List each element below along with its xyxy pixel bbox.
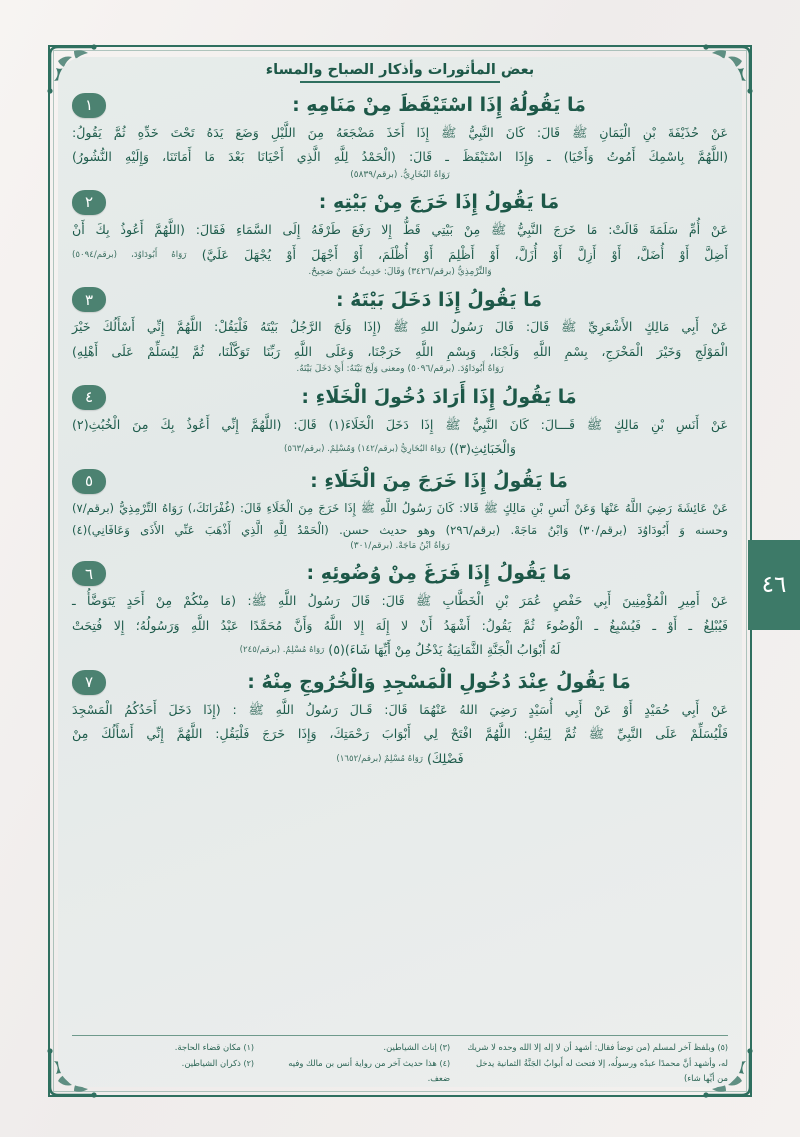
section-body-line: عَنْ حُذَيْفَةَ بْنِ الْيَمَانِ ﷺ قَالَ: كَانَ النَّبِيُّ ﷺ إِذَا أَخَذَ مَضْجَعَهُ مِنَ اللَّيْلِ وَضَعَ يَدَهُ تَحْتَ خَدِّهِ ثُمَّ يَقُولُ: — [72, 124, 728, 140]
section-body-line: عَنْ عَائِشَةَ رَضِيَ اللَّهُ عَنْهَا وَعَنْ أَنَسِ بْنِ مَالِكٍ ﷺ قَالا: كَانَ رَسُولُ اللَّهِ ﷺ إِذَا خَرَجَ مِنَ الْخَلَاءِ قَالَ: (غُفْرَانَكَ،) رَوَاهُ التِّرْمِذِيُّ (برقم/٧) — [72, 500, 728, 515]
footnote-number: (٤) — [439, 1058, 451, 1068]
footnote-number: (١) — [243, 1042, 255, 1052]
inline-reference: رَوَاهُ مُسْلِمٌ. (برقم/٢٤٥) — [239, 645, 325, 656]
body-text-part: وَالْخَبَائِثِ(٣)) — [449, 441, 516, 457]
section-header — [72, 385, 728, 410]
section-number-badge: ٥ — [72, 469, 106, 494]
section-header — [72, 469, 728, 494]
section-header — [72, 670, 728, 695]
footnote-item — [72, 1040, 254, 1056]
page-number-tab — [748, 540, 800, 630]
footnote-text: مكان قضاء الحاجة. — [174, 1041, 241, 1052]
section-number-badge: ٢ — [72, 190, 106, 215]
section-body-line: عَنْ أُمِّ سَلَمَةَ قَالَتْ: مَا خَرَجَ النَّبِيُّ ﷺ مِنْ بَيْتِي قَطُّ إِلا رَفَعَ طَرْفَهُ إِلَى السَّمَاءِ فَقَالَ: (اللَّهُمَّ أَعُوذُ بِكَ أَنْ — [72, 221, 728, 237]
section-body-line — [72, 243, 728, 268]
section-title: مَا يَقُولُهُ إِذَا اسْتَيْقَظَ مِنْ مَنَامِهِ : — [292, 93, 586, 116]
footnote-item — [268, 1040, 450, 1056]
section-body-line: فَيُبْلِغُ ـ أَوْ ـ فَيُسْبِغُ ـ الْوُضُوءَ ثُمَّ يَقُولُ: أَشْهَدُ أَنْ لا إِلَهَ إِلا اللَّهُ وَأَنَّ مُحَمَّدًا عَبْدُ اللَّهِ وَرَسُولُهُ؛ إِلا فُتِحَتْ — [72, 617, 728, 633]
section-2 — [72, 190, 728, 280]
section-body-line: فَلْيُسَلِّمْ عَلَى النَّبِيِّ ﷺ ثُمَّ لِيَقُلِ: اللَّهُمَّ افْتَحْ لِي أَبْوَابَ رَحْمَتِكَ، وَإِذَا خَرَجَ فَلْيَقُلِ: اللَّهُمَّ إِنِّي أَسْأَلُكَ مِنْ — [72, 726, 728, 742]
footnote-text: وبلفظ آخر لمسلم (من توضأ فقال: أشهد أن لا إله إلا الله وحده لا شريك له، وأشهد أنَّ محمدًا عبدُه ورسولُه، إلا فتحت له أَبوابُ الجَنَّةُ الثمانية يدخل من أيِّها شاء) — [467, 1041, 728, 1084]
section-body-line: عَنْ أَنَسِ بْنِ مَالِكٍ ﷺ قَـــالَ: كَانَ النَّبِيُّ ﷺ إِذَا دَخَلَ الْخَلَاءَ(١) قَالَ: (اللَّهُمَّ إِنِّي أَعُوذُ بِكَ مِنَ الْخُبُثِ(٢) — [72, 416, 728, 432]
section-title: مَا يَقُولُ إِذَا خَرَجَ مِنَ الْخَلَاءِ : — [310, 470, 568, 493]
section-body-line — [72, 747, 728, 772]
section-1 — [72, 93, 728, 183]
section-header — [72, 561, 728, 586]
section-body-line: عَنْ أَبِي حُمَيْدٍ أَوْ عَنْ أَبِي أُسَيْدٍ رَضِيَ اللهُ عَنْهُمَا قَالَ: قَـالَ رَسُولُ اللَّهِ ﷺ : (إِذَا دَخَلَ أَحَدُكُمُ الْمَسْجِدَ — [72, 701, 728, 717]
footnote-item — [268, 1056, 450, 1087]
section-number-badge: ١ — [72, 93, 106, 118]
footnote-column-left — [464, 1040, 728, 1087]
section-body-line — [72, 437, 728, 462]
section-header — [72, 93, 728, 118]
section-attribution: رَوَاهُ أَبُودَاوُدَ. (برقم/٥٠٩٦) ومعنى وَلَجَ بَيْتَهُ: أَيْ دَخَلَ بَيْتَهُ. — [296, 364, 504, 375]
section-body-line: عَنْ أَبِي مَالِكٍ الأَشْعَرِيِّ ﷺ قَالَ: قَالَ رَسُولُ اللهِ ﷺ (إِذَا وَلَجَ الرَّجُلُ بَيْتَهُ فَلْيَقُلْ: اللَّهُمَّ إِنِّي أَسْأَلُكَ خَيْرَ — [72, 319, 728, 335]
section-body-line: عَنْ أَمِيرِ الْمُؤْمِنِينَ أَبِي حَفْصٍ عُمَرَ بْنِ الْخَطَّابِ ﷺ قَالَ: قَالَ رَسُولُ اللَّهِ ﷺ: (مَا مِنْكُمْ مِنْ أَحَدٍ يَتَوَضَّأُ ـ — [72, 593, 728, 609]
footnote-column-middle — [268, 1040, 450, 1087]
inline-reference: رَوَاهُ مُسْلِمٌ (برقم/١٦٥٢) — [336, 754, 423, 765]
footnote-number: (٥) — [717, 1042, 728, 1052]
section-title: مَا يَقُولُ إِذَا دَخَلَ بَيْتَهُ : — [335, 288, 543, 311]
body-text-part: فَضْلِكَ) — [426, 750, 464, 766]
footnote-item — [464, 1040, 728, 1087]
section-attribution: رَوَاهُ ابْنُ مَاجَهْ. (برقم/٣٠١) — [350, 540, 450, 551]
page-content — [72, 62, 728, 1071]
section-number-badge: ٣ — [72, 287, 106, 312]
section-title: مَا يَقُولُ إِذَا خَرَجَ مِنْ بَيْتِهِ : — [318, 191, 560, 214]
section-body-line: (اللَّهُمَّ بِاسْمِكَ أَمُوتُ وَأَحْيَا) ـ وَإِذَا اسْتَيْقَظَ ـ قَالَ: (الْحَمْدُ لِلَّهِ الَّذِي أَحْيَانَا بَعْدَ مَا أَمَاتَنَا، وَإِلَيْهِ النُّشُورُ) — [72, 149, 728, 165]
section-number-badge: ٦ — [72, 561, 106, 586]
section-header — [72, 287, 728, 312]
footnotes-area — [72, 1035, 728, 1087]
section-3 — [72, 287, 728, 377]
section-title: مَا يَقُولُ إِذَا أَرَادَ دُخُولَ الْخَلَاءِ : — [301, 385, 577, 408]
section-5 — [72, 469, 728, 554]
section-number-badge: ٧ — [72, 670, 106, 695]
footnote-number: (٢) — [243, 1058, 255, 1068]
body-text-part: أَضِلَّ أَوْ أُضَلَّ، أَوْ أَزِلَّ أَوْ أُزَلَّ، أَوْ أَظْلِمَ أَوْ أُظْلَمَ، أَوْ أَجْهَلَ أَوْ يُجْهَلَ عَلَيَّ) — [201, 246, 728, 262]
title-divider — [300, 81, 500, 83]
footnote-text: هذا حديث آخر من رواية أنس بن مالك وفيه ضعف. — [288, 1057, 451, 1084]
section-4 — [72, 385, 728, 462]
body-text-part: لَهُ أَبْوَابُ الْجَنَّةِ الثَّمَانِيَةُ يَدْخُلُ مِنْ أَيِّهَا شَاءَ)(٥) — [328, 642, 561, 658]
section-attribution: رَوَاهُ البُخَارِيُّ. (برقم/٥٨٣٩) — [350, 169, 450, 180]
section-7 — [72, 670, 728, 772]
section-header — [72, 190, 728, 215]
inline-reference: رَوَاهُ أَبُودَاوُدَ، (برقم/٥٠٩٤) — [72, 249, 187, 260]
section-body-line: الْمَوْلَجِ وَخَيْرَ الْمَخْرَجِ، بِسْمِ اللَّهِ وَلَجْنَا، وَبِسْمِ اللَّهِ خَرَجْنَا، وَعَلَى اللَّهِ رَبِّنَا تَوَكَّلْنَا، ثُمَّ لِيُسَلِّمْ عَلَى أَهْلِهِ) — [72, 343, 728, 359]
page-title: بعض المأثورات وأذكار الصباح والمساء — [265, 62, 535, 78]
section-attribution: وَالتِّرْمِذِيُّ (برقم/٣٤٢٦) وَقَالَ: حَدِيثٌ حَسَنٌ صَحِيحٌ. — [308, 267, 492, 278]
footnote-column-right — [72, 1040, 254, 1087]
footnote-text: إناث الشياطين. — [383, 1041, 437, 1052]
section-title: مَا يَقُولُ عِنْدَ دُخُولِ الْمَسْجِدِ وَالْخُرُوجِ مِنْهُ : — [247, 670, 631, 693]
footnote-item — [72, 1056, 254, 1072]
page-number: ٤٦ — [761, 572, 787, 598]
section-body-line: وحسنه وَ أَبُودَاوُدَ (برقم/٣٠) وَابْنُ مَاجَهْ. (برقم/٢٩٦) وهو حديث حسن. (الْحَمْدُ لِلَّهِ الَّذِي أَذْهَبَ عَنِّي الأَذَى وَعَافَانِي)(٤) — [72, 522, 728, 537]
footnotes-columns — [72, 1040, 728, 1087]
section-6 — [72, 561, 728, 663]
section-title: مَا يَقُولُ إِذَا فَرَغَ مِنْ وُضُوئِهِ : — [306, 562, 572, 585]
inline-reference: رَوَاهُ البُخَارِيُّ (برقم/١٤٢) وَمُسْلِمٌ. (برقم/٥٦٣) — [284, 444, 446, 455]
footnote-text: ذكران الشياطين. — [181, 1057, 241, 1068]
footnote-number: (٣) — [439, 1042, 451, 1052]
section-body-line — [72, 638, 728, 663]
section-number-badge: ٤ — [72, 385, 106, 410]
